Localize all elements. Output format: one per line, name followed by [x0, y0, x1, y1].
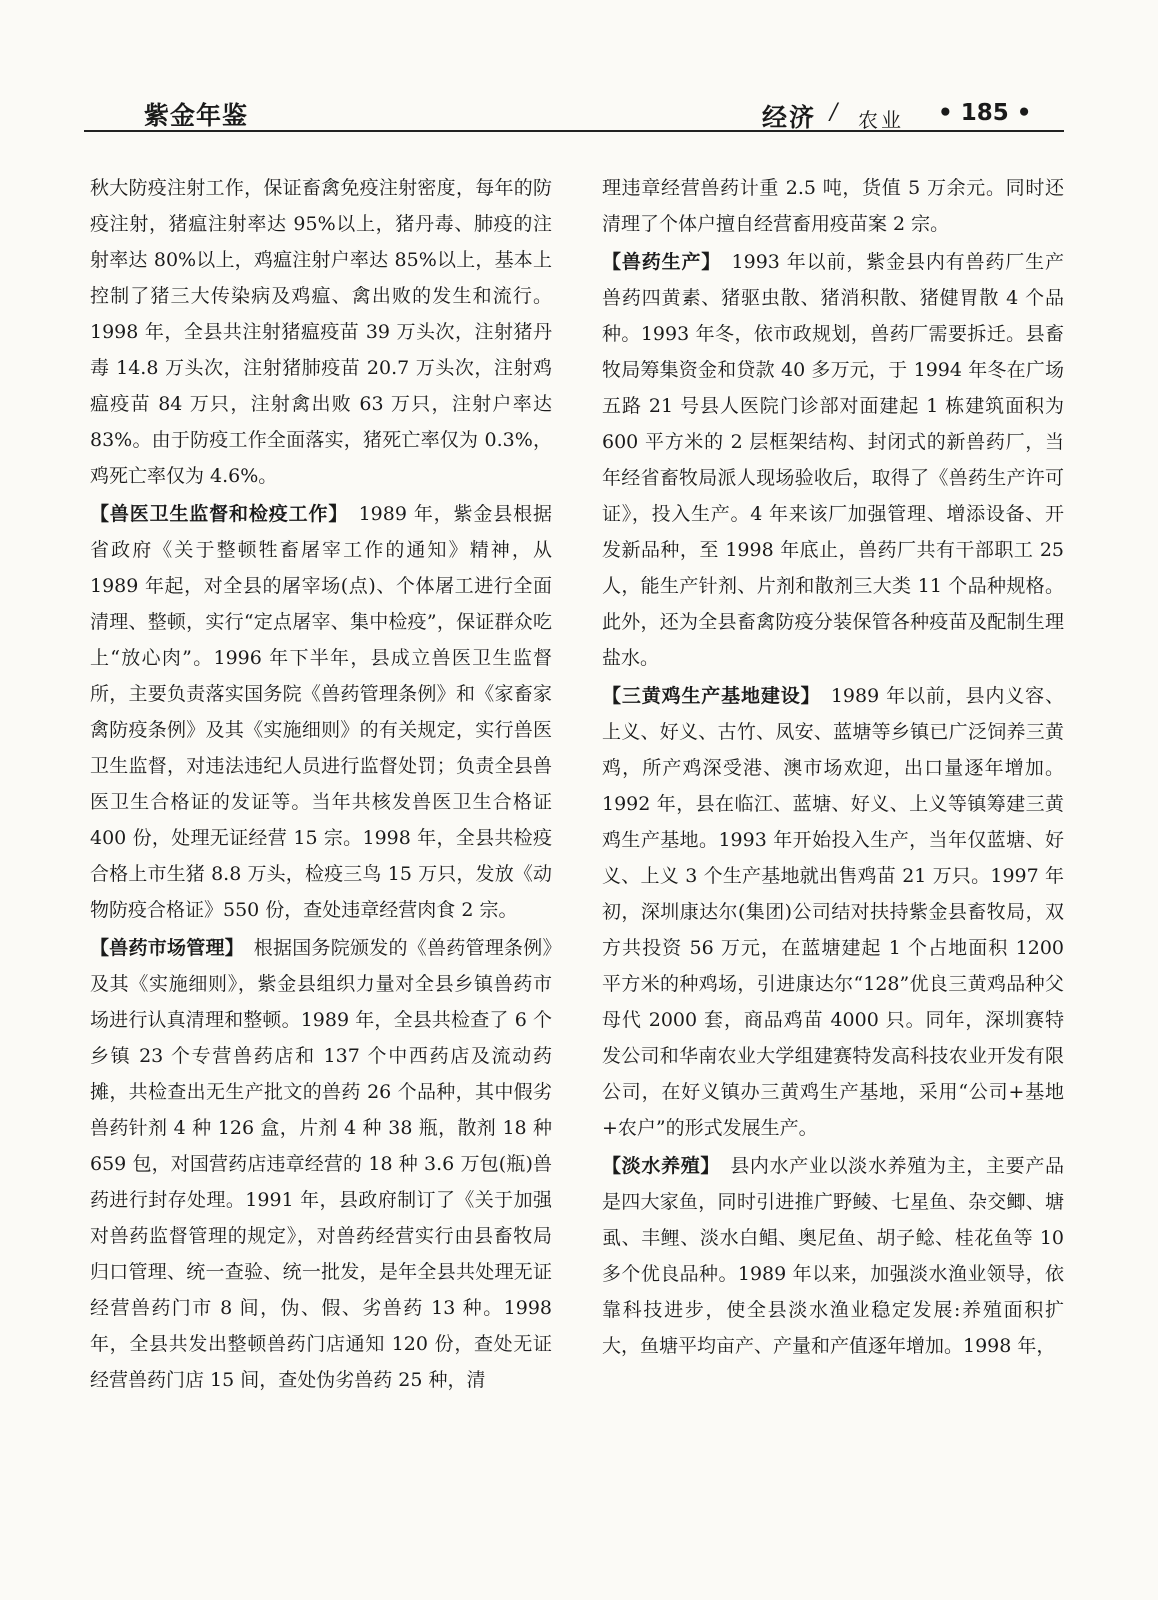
paragraph	[602, 170, 1064, 242]
section-heading: 【兽药生产】	[602, 251, 712, 273]
paragraph	[90, 496, 552, 928]
header-rule	[84, 130, 1064, 132]
paragraph-text: 1989 年，紫金县根据省政府《关于整顿牲畜屠宰工作的通知》精神，从 1989 年起，对全县的屠宰场(点)、个体屠工进行全面清理、整顿，实行“定点屠宰、集中检疫”，保证群众吃上“放心肉”。1996 年下半年，县成立兽医卫生监督所，主要负责落实国务院《兽药管理条例》和《家畜家禽防疫条例》及其《实施细则》的有关规定，实行兽医卫生监督，对违法违纪人员进行监督处罚；负责全县兽医卫生合格证的发证等。当年共核发兽医卫生合格证 400 份，处理无证经营 15 宗。1998 年，全县共检疫合格上市生猪 8.8 万头，检疫三鸟 15 万只，发放《动物防疫合格证》550 份，查处违章经营肉食 2 宗。	[90, 503, 552, 921]
section-heading: 【淡水养殖】	[602, 1155, 711, 1177]
paragraph-text: 1993 年以前，紫金县内有兽药厂生产兽药四黄素、猪驱虫散、猪消积散、猪健胃散 4 个品种。1993 年冬，依市政规划，兽药厂需要拆迁。县畜牧局筹集资金和贷款 40 多万元，于 1994 年冬在广场五路 21 号县人医院门诊部对面建起 1 栋建筑面积为 600 平方米的 2 层框架结构、封闭式的新兽药厂，当年经省畜牧局派人现场验收后，取得了《兽药生产许可证》，投入生产。4 年来该厂加强管理、增添设备、开发新品种，至 1998 年底止，兽药厂共有干部职工 25 人，能生产针剂、片剂和散剂三大类 11 个品种规格。此外，还为全县畜禽防疫分装保管各种疫苗及配制生理盐水。	[602, 251, 1064, 669]
paragraph	[602, 1148, 1064, 1364]
paragraph	[602, 678, 1064, 1146]
section-heading: 【兽医卫生监督和检疫工作】	[90, 503, 339, 525]
paragraph	[90, 930, 552, 1398]
subsection-title: 农业	[858, 108, 904, 132]
paragraph-text: 理违章经营兽药计重 2.5 吨，货值 5 万余元。同时还清理了个体户擅自经营畜用疫苗案 2 宗。	[602, 177, 1064, 235]
paragraph-text: 秋大防疫注射工作，保证畜禽免疫注射密度，每年的防疫注射，猪瘟注射率达 95%以上，猪丹毒、肺疫的注射率达 80%以上，鸡瘟注射户率达 85%以上，基本上控制了猪三大传染病及鸡瘟、禽出败的发生和流行。1998 年，全县共注射猪瘟疫苗 39 万头次，注射猪丹毒 14.8 万头次，注射猪肺疫苗 20.7 万头次，注射鸡瘟疫苗 84 万只，注射禽出败 63 万只，注射户率达 83%。由于防疫工作全面落实，猪死亡率仅为 0.3%，鸡死亡率仅为 4.6%。	[90, 177, 552, 487]
page-number: • 185 •	[938, 100, 1032, 126]
paragraph-text: 根据国务院颁发的《兽药管理条例》及其《实施细则》，紫金县组织力量对全县乡镇兽药市场进行认真清理和整顿。1989 年，全县共检查了 6 个乡镇 23 个专营兽药店和 137 个中西药店及流动药摊，共检查出无生产批文的兽药 26 个品种，其中假劣兽药针剂 4 种 126 盒，片剂 4 种 38 瓶，散剂 18 种 659 包，对国营药店违章经营的 18 种 3.6 万包(瓶)兽药进行封存处理。1991 年，县政府制订了《关于加强对兽药监督管理的规定》，对兽药经营实行由县畜牧局归口管理、统一查验、统一批发，是年全县共处理无证经营兽药门市 8 间，伪、假、劣兽药 13 种。1998 年，全县共发出整顿兽药门店通知 120 份，查处无证经营兽药门店 15 间，查处伪劣兽药 25 种，清	[90, 937, 552, 1391]
right-column	[602, 170, 1064, 1364]
paragraph-text: 1989 年以前，县内义容、上义、好义、古竹、凤安、蓝塘等乡镇已广泛饲养三黄鸡，所产鸡深受港、澳市场欢迎，出口量逐年增加。1992 年，县在临江、蓝塘、好义、上义等镇筹建三黄鸡生产基地。1993 年开始投入生产，当年仅蓝塘、好义、上义 3 个生产基地就出售鸡苗 21 万只。1997 年初，深圳康达尔(集团)公司结对扶持紫金县畜牧局，双方共投资 56 万元，在蓝塘建起 1 个占地面积 1200 平方米的种鸡场，引进康达尔“128”优良三黄鸡品种父母代 2000 套，商品鸡苗 4000 只。同年，深圳赛特发公司和华南农业大学组建赛特发高科技农业开发有限公司，在好义镇办三黄鸡生产基地，采用“公司+基地+农户”的形式发展生产。	[602, 685, 1064, 1139]
paragraph	[90, 170, 552, 494]
paragraph-text: 县内水产业以淡水养殖为主，主要产品是四大家鱼，同时引进推广野鲮、七星鱼、杂交鲫、塘虱、丰鲤、淡水白鲳、奥尼鱼、胡子鲶、桂花鱼等 10 多个优良品种。1989 年以来，加强淡水渔业领导，依靠科技进步，使全县淡水渔业稳定发展:养殖面积扩大，鱼塘平均亩产、产量和产值逐年增加。1998 年，	[602, 1155, 1064, 1357]
book-title: 紫金年鉴	[144, 101, 249, 130]
section-title: 经济	[762, 103, 817, 132]
section-heading: 【兽药市场管理】	[90, 937, 235, 959]
section-heading: 【三黄鸡生产基地建设】	[602, 685, 811, 707]
header-separator: /	[830, 100, 838, 125]
paragraph	[602, 244, 1064, 676]
left-column	[90, 170, 552, 1398]
page-header	[0, 0, 1158, 140]
